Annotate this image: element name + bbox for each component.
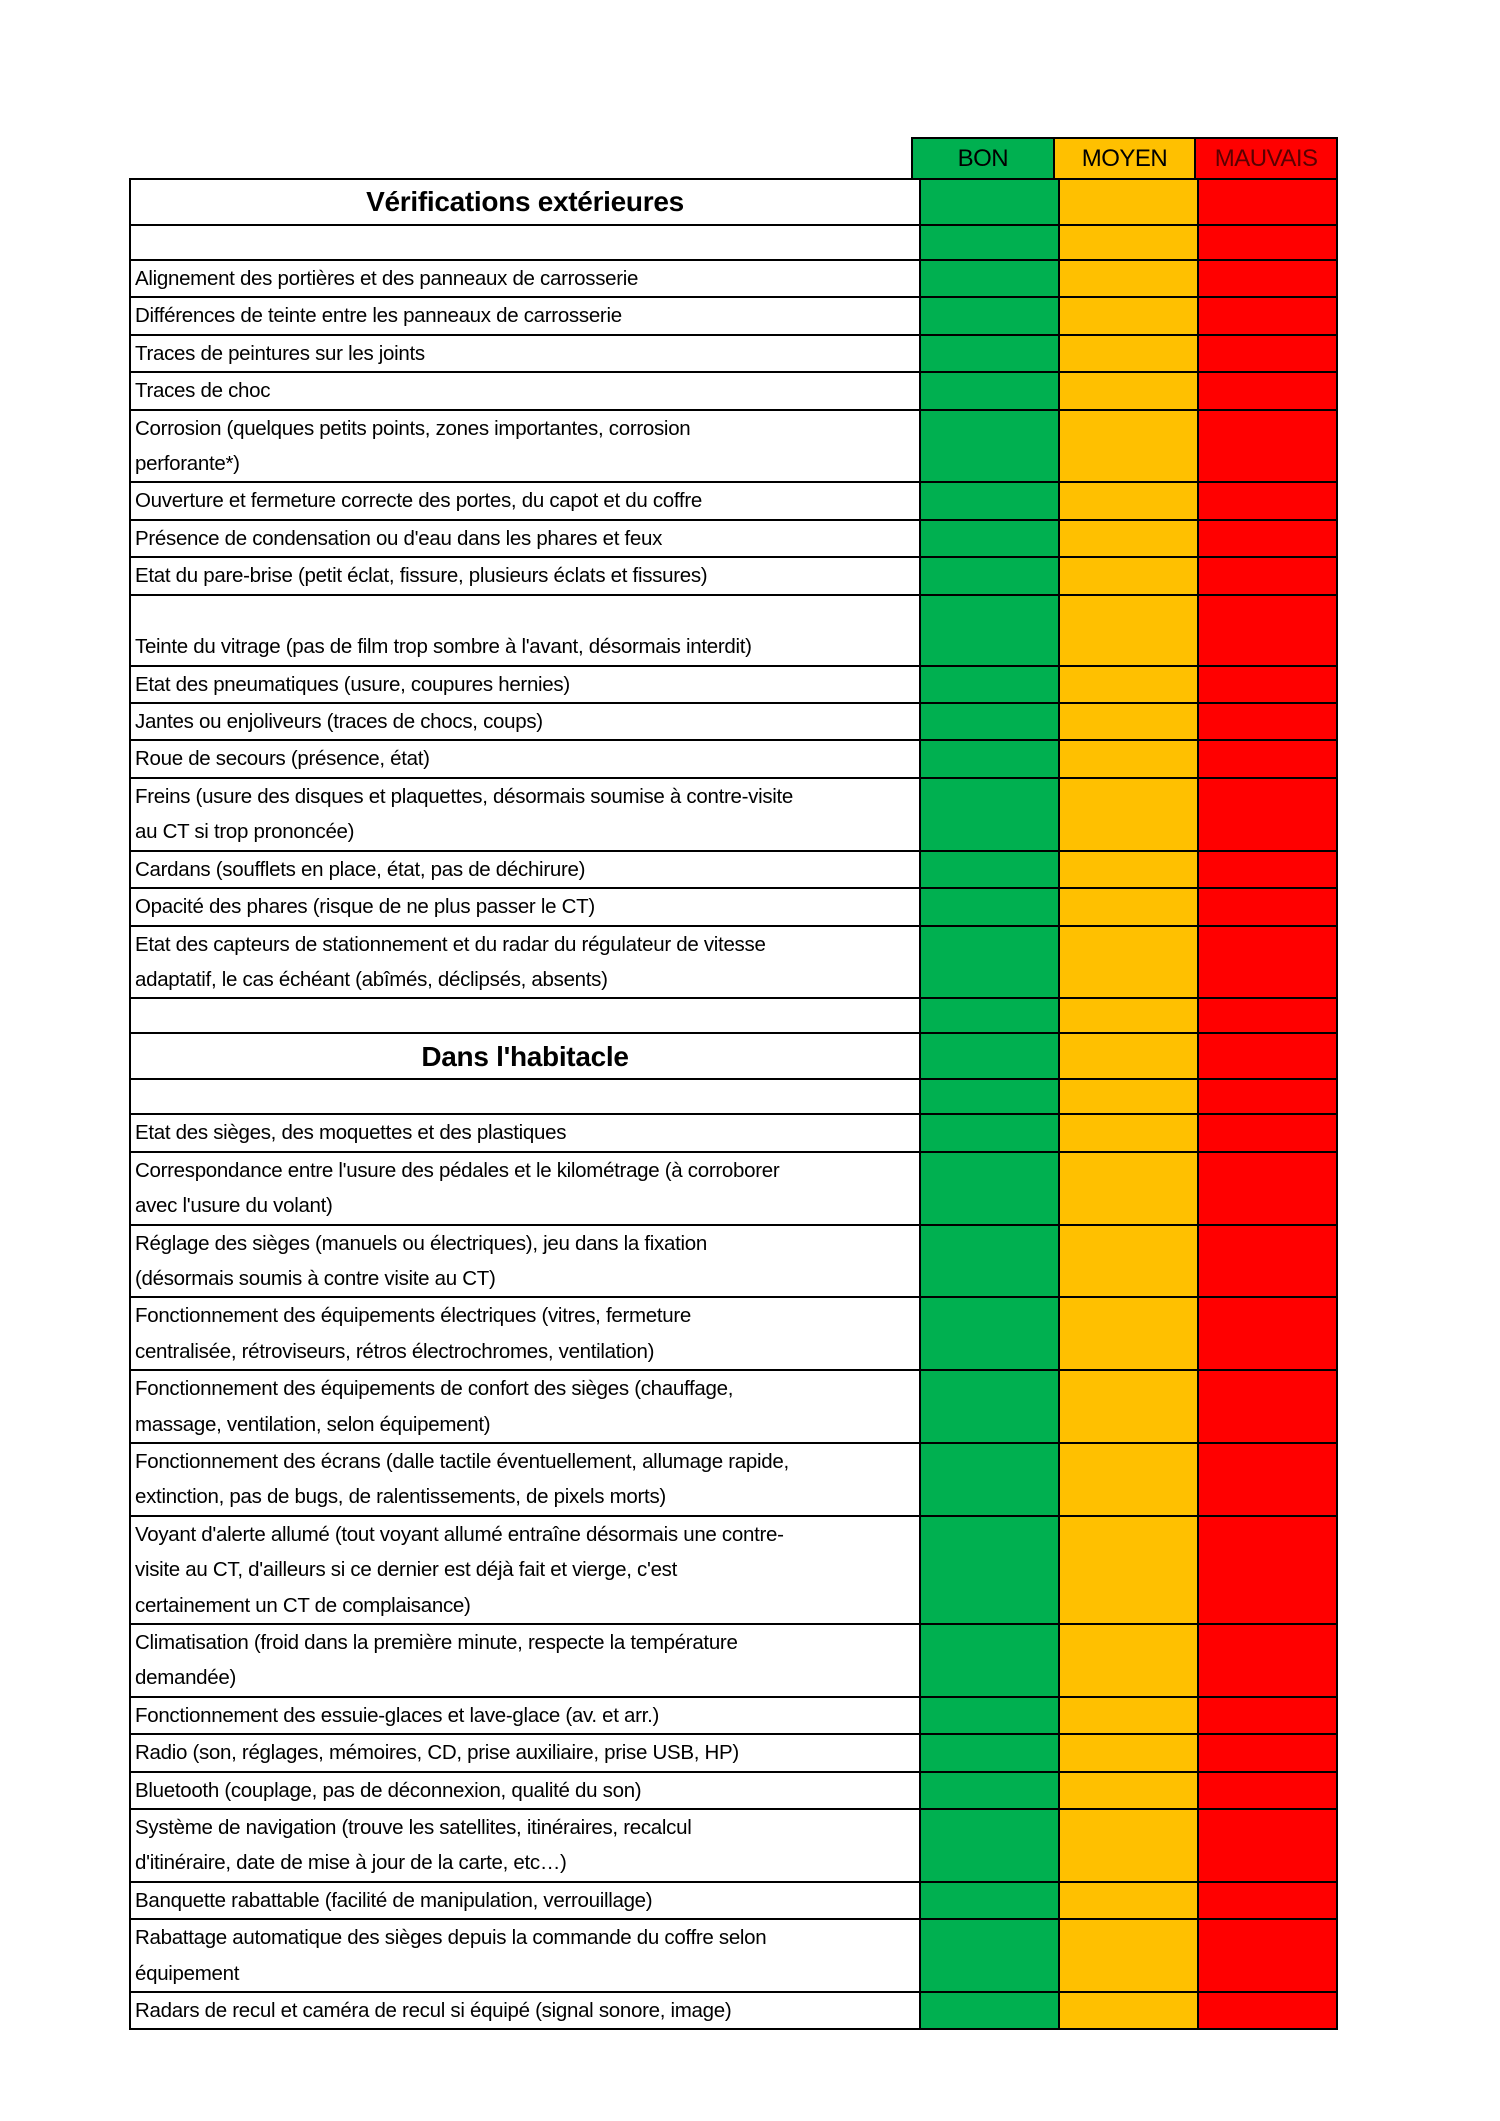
rating-cell-bon[interactable] xyxy=(920,1033,1059,1079)
checklist-row xyxy=(130,557,1337,594)
checklist-row xyxy=(130,1297,1337,1370)
item-label: Alignement des portières et des panneaux de carrosserie xyxy=(130,260,920,297)
rating-cell-mauvais[interactable] xyxy=(1198,851,1337,888)
rating-cell-bon[interactable] xyxy=(920,1772,1059,1809)
item-label: Fonctionnement des écrans (dalle tactile éventuellement, allumage rapide, extinction, pas de bugs, de ralentissements, de pixels morts) xyxy=(130,1443,920,1516)
item-label: Cardans (soufflets en place, état, pas de déchirure) xyxy=(130,851,920,888)
section-title: Vérifications extérieures xyxy=(130,179,920,225)
item-label: Fonctionnement des équipements électriques (vitres, fermeture centralisée, rétroviseurs, rétros électrochromes, ventilation) xyxy=(130,1297,920,1370)
item-label xyxy=(130,998,920,1033)
rating-cell-bon[interactable] xyxy=(920,482,1059,519)
rating-cell-moyen[interactable] xyxy=(1059,1152,1198,1225)
rating-cell-bon[interactable] xyxy=(920,1516,1059,1624)
rating-cell-moyen[interactable] xyxy=(1059,260,1198,297)
rating-cell-bon[interactable] xyxy=(920,260,1059,297)
rating-cell-mauvais[interactable] xyxy=(1198,1443,1337,1516)
rating-cell-moyen[interactable] xyxy=(1059,740,1198,777)
rating-cell-mauvais[interactable] xyxy=(1198,179,1337,225)
rating-cell-mauvais[interactable] xyxy=(1198,1225,1337,1298)
checklist-row xyxy=(130,1370,1337,1443)
rating-cell-bon[interactable] xyxy=(920,740,1059,777)
item-label: Opacité des phares (risque de ne plus passer le CT) xyxy=(130,888,920,925)
rating-cell-moyen[interactable] xyxy=(1059,1033,1198,1079)
item-label: Rabattage automatique des sièges depuis la commande du coffre selon équipement xyxy=(130,1919,920,1992)
rating-cell-mauvais[interactable] xyxy=(1198,1033,1337,1079)
rating-cell-moyen[interactable] xyxy=(1059,372,1198,409)
rating-cell-bon[interactable] xyxy=(920,926,1059,999)
rating-cell-bon[interactable] xyxy=(920,1882,1059,1919)
checklist-row xyxy=(130,703,1337,740)
item-label: Traces de peintures sur les joints xyxy=(130,335,920,372)
rating-cell-moyen[interactable] xyxy=(1059,557,1198,594)
item-label xyxy=(130,1079,920,1114)
rating-cell-bon[interactable] xyxy=(920,1370,1059,1443)
rating-cell-bon[interactable] xyxy=(920,1152,1059,1225)
item-label: Différences de teinte entre les panneaux de carrosserie xyxy=(130,297,920,334)
rating-cell-moyen[interactable] xyxy=(1059,888,1198,925)
rating-cell-mauvais[interactable] xyxy=(1198,1152,1337,1225)
rating-cell-bon[interactable] xyxy=(920,1225,1059,1298)
rating-cell-moyen[interactable] xyxy=(1059,225,1198,260)
item-label: Radio (son, réglages, mémoires, CD, prise auxiliaire, prise USB, HP) xyxy=(130,1734,920,1771)
item-label: Présence de condensation ou d'eau dans les phares et feux xyxy=(130,520,920,557)
rating-cell-mauvais[interactable] xyxy=(1198,740,1337,777)
rating-cell-moyen[interactable] xyxy=(1059,851,1198,888)
rating-cell-bon[interactable] xyxy=(920,1697,1059,1734)
rating-cell-bon[interactable] xyxy=(920,179,1059,225)
checklist-row xyxy=(130,1152,1337,1225)
rating-cell-moyen[interactable] xyxy=(1059,1225,1198,1298)
item-label: Etat des pneumatiques (usure, coupures hernies) xyxy=(130,666,920,703)
rating-cell-bon[interactable] xyxy=(920,520,1059,557)
item-label: Bluetooth (couplage, pas de déconnexion, qualité du son) xyxy=(130,1772,920,1809)
rating-cell-mauvais[interactable] xyxy=(1198,703,1337,740)
rating-cell-moyen[interactable] xyxy=(1059,703,1198,740)
item-label: Radars de recul et caméra de recul si équipé (signal sonore, image) xyxy=(130,1992,920,2029)
checklist-row xyxy=(130,1516,1337,1624)
rating-cell-mauvais[interactable] xyxy=(1198,998,1337,1033)
item-label: Fonctionnement des essuie-glaces et lave-glace (av. et arr.) xyxy=(130,1697,920,1734)
empty-row xyxy=(130,1079,1337,1114)
checklist-row xyxy=(130,1697,1337,1734)
checklist-row xyxy=(130,1734,1337,1771)
empty-row xyxy=(130,998,1337,1033)
item-label: Corrosion (quelques petits points, zones importantes, corrosion perforante*) xyxy=(130,410,920,483)
rating-cell-bon[interactable] xyxy=(920,998,1059,1033)
rating-cell-mauvais[interactable] xyxy=(1198,595,1337,666)
rating-cell-moyen[interactable] xyxy=(1059,335,1198,372)
item-label: Système de navigation (trouve les satellites, itinéraires, recalcul d'itinéraire, date de mise à jour de la carte, etc…) xyxy=(130,1809,920,1882)
rating-cell-mauvais[interactable] xyxy=(1198,1734,1337,1771)
rating-cell-mauvais[interactable] xyxy=(1198,1772,1337,1809)
rating-cell-moyen[interactable] xyxy=(1059,1114,1198,1151)
checklist-row xyxy=(130,851,1337,888)
rating-cell-moyen[interactable] xyxy=(1059,1882,1198,1919)
checklist-row xyxy=(130,335,1337,372)
item-label: Correspondance entre l'usure des pédales et le kilométrage (à corroborer avec l'usure du volant) xyxy=(130,1152,920,1225)
checklist-row xyxy=(130,1882,1337,1919)
checklist-row xyxy=(130,778,1337,851)
rating-cell-moyen[interactable] xyxy=(1059,520,1198,557)
rating-cell-mauvais[interactable] xyxy=(1198,297,1337,334)
rating-cell-bon[interactable] xyxy=(920,1624,1059,1697)
rating-header xyxy=(911,137,1338,178)
rating-cell-mauvais[interactable] xyxy=(1198,260,1337,297)
rating-cell-moyen[interactable] xyxy=(1059,1734,1198,1771)
rating-cell-mauvais[interactable] xyxy=(1198,1516,1337,1624)
checklist-row xyxy=(130,410,1337,483)
rating-cell-mauvais[interactable] xyxy=(1198,1697,1337,1734)
checklist-row xyxy=(130,666,1337,703)
rating-cell-mauvais[interactable] xyxy=(1198,1992,1337,2029)
checklist-row xyxy=(130,1225,1337,1298)
checklist-row xyxy=(130,1772,1337,1809)
checklist-row xyxy=(130,482,1337,519)
item-label: Etat des capteurs de stationnement et du radar du régulateur de vitesse adaptatif, le cas échéant (abîmés, déclipsés, absents) xyxy=(130,926,920,999)
item-label: Ouverture et fermeture correcte des portes, du capot et du coffre xyxy=(130,482,920,519)
checklist-row xyxy=(130,372,1337,409)
rating-cell-mauvais[interactable] xyxy=(1198,372,1337,409)
rating-cell-mauvais[interactable] xyxy=(1198,557,1337,594)
rating-cell-bon[interactable] xyxy=(920,1992,1059,2029)
rating-cell-bon[interactable] xyxy=(920,1919,1059,1992)
rating-cell-bon[interactable] xyxy=(920,851,1059,888)
rating-cell-moyen[interactable] xyxy=(1059,1697,1198,1734)
rating-cell-bon[interactable] xyxy=(920,1809,1059,1882)
rating-cell-mauvais[interactable] xyxy=(1198,1297,1337,1370)
item-label xyxy=(130,225,920,260)
rating-cell-moyen[interactable] xyxy=(1059,1919,1198,1992)
item-label: Roue de secours (présence, état) xyxy=(130,740,920,777)
rating-cell-mauvais[interactable] xyxy=(1198,1370,1337,1443)
item-label: Réglage des sièges (manuels ou électriques), jeu dans la fixation (désormais soumis à contre visite au CT) xyxy=(130,1225,920,1298)
item-label: Etat du pare-brise (petit éclat, fissure, plusieurs éclats et fissures) xyxy=(130,557,920,594)
rating-cell-bon[interactable] xyxy=(920,557,1059,594)
rating-cell-mauvais[interactable] xyxy=(1198,926,1337,999)
rating-cell-mauvais[interactable] xyxy=(1198,410,1337,483)
rating-cell-moyen[interactable] xyxy=(1059,1370,1198,1443)
rating-cell-moyen[interactable] xyxy=(1059,1297,1198,1370)
rating-cell-moyen[interactable] xyxy=(1059,926,1198,999)
checklist-table xyxy=(129,178,1338,2030)
rating-cell-bon[interactable] xyxy=(920,410,1059,483)
item-label: Freins (usure des disques et plaquettes, désormais soumise à contre-visite au CT si trop prononcée) xyxy=(130,778,920,851)
section-title-row xyxy=(130,179,1337,225)
rating-cell-mauvais[interactable] xyxy=(1198,1624,1337,1697)
header-mauvais: MAUVAIS xyxy=(1196,139,1336,178)
rating-cell-bon[interactable] xyxy=(920,335,1059,372)
checklist-row xyxy=(130,520,1337,557)
rating-cell-moyen[interactable] xyxy=(1059,1516,1198,1624)
rating-cell-mauvais[interactable] xyxy=(1198,888,1337,925)
rating-cell-bon[interactable] xyxy=(920,888,1059,925)
item-label: Climatisation (froid dans la première minute, respecte la température demandée) xyxy=(130,1624,920,1697)
checklist-row xyxy=(130,926,1337,999)
rating-cell-bon[interactable] xyxy=(920,225,1059,260)
rating-cell-mauvais[interactable] xyxy=(1198,1919,1337,1992)
header-moyen: MOYEN xyxy=(1055,139,1197,178)
item-label: Banquette rabattable (facilité de manipulation, verrouillage) xyxy=(130,1882,920,1919)
rating-cell-bon[interactable] xyxy=(920,703,1059,740)
rating-cell-moyen[interactable] xyxy=(1059,179,1198,225)
section-title: Dans l'habitacle xyxy=(130,1033,920,1079)
rating-cell-mauvais[interactable] xyxy=(1198,1079,1337,1114)
rating-cell-moyen[interactable] xyxy=(1059,410,1198,483)
rating-cell-bon[interactable] xyxy=(920,1734,1059,1771)
rating-cell-mauvais[interactable] xyxy=(1198,520,1337,557)
rating-cell-bon[interactable] xyxy=(920,372,1059,409)
rating-cell-bon[interactable] xyxy=(920,595,1059,666)
checklist-row xyxy=(130,1114,1337,1151)
checklist-row xyxy=(130,595,1337,666)
checklist-row xyxy=(130,260,1337,297)
rating-cell-mauvais[interactable] xyxy=(1198,482,1337,519)
rating-cell-moyen[interactable] xyxy=(1059,666,1198,703)
checklist-row xyxy=(130,1992,1337,2029)
rating-cell-moyen[interactable] xyxy=(1059,1443,1198,1516)
rating-cell-moyen[interactable] xyxy=(1059,998,1198,1033)
rating-cell-mauvais[interactable] xyxy=(1198,1809,1337,1882)
section-title-row xyxy=(130,1033,1337,1079)
rating-cell-moyen[interactable] xyxy=(1059,1772,1198,1809)
rating-cell-mauvais[interactable] xyxy=(1198,1114,1337,1151)
rating-cell-bon[interactable] xyxy=(920,1079,1059,1114)
rating-cell-moyen[interactable] xyxy=(1059,482,1198,519)
item-label: Etat des sièges, des moquettes et des plastiques xyxy=(130,1114,920,1151)
rating-cell-moyen[interactable] xyxy=(1059,1992,1198,2029)
checklist-sheet xyxy=(129,137,1338,2030)
item-label: Jantes ou enjoliveurs (traces de chocs, coups) xyxy=(130,703,920,740)
rating-cell-mauvais[interactable] xyxy=(1198,225,1337,260)
checklist-row xyxy=(130,297,1337,334)
rating-cell-moyen[interactable] xyxy=(1059,778,1198,851)
checklist-row xyxy=(130,740,1337,777)
header-bon: BON xyxy=(913,139,1055,178)
checklist-row xyxy=(130,1624,1337,1697)
rating-cell-moyen[interactable] xyxy=(1059,1624,1198,1697)
empty-row xyxy=(130,225,1337,260)
rating-cell-bon[interactable] xyxy=(920,1443,1059,1516)
item-label: Fonctionnement des équipements de confort des sièges (chauffage, massage, ventilation, selon équipement) xyxy=(130,1370,920,1443)
rating-cell-bon[interactable] xyxy=(920,1114,1059,1151)
rating-cell-mauvais[interactable] xyxy=(1198,1882,1337,1919)
item-label: Traces de choc xyxy=(130,372,920,409)
rating-cell-moyen[interactable] xyxy=(1059,1079,1198,1114)
checklist-row xyxy=(130,888,1337,925)
rating-cell-bon[interactable] xyxy=(920,297,1059,334)
checklist-row xyxy=(130,1919,1337,1992)
rating-cell-moyen[interactable] xyxy=(1059,297,1198,334)
checklist-row xyxy=(130,1443,1337,1516)
rating-cell-moyen[interactable] xyxy=(1059,595,1198,666)
rating-cell-mauvais[interactable] xyxy=(1198,778,1337,851)
rating-cell-mauvais[interactable] xyxy=(1198,666,1337,703)
rating-cell-bon[interactable] xyxy=(920,778,1059,851)
rating-cell-mauvais[interactable] xyxy=(1198,335,1337,372)
item-label: Teinte du vitrage (pas de film trop sombre à l'avant, désormais interdit) xyxy=(130,595,920,666)
rating-cell-bon[interactable] xyxy=(920,666,1059,703)
checklist-row xyxy=(130,1809,1337,1882)
item-label: Voyant d'alerte allumé (tout voyant allumé entraîne désormais une contre- visite au CT, d'ailleurs si ce dernier est déjà fait et vierge, c'est certainement un CT de complaisance) xyxy=(130,1516,920,1624)
rating-cell-moyen[interactable] xyxy=(1059,1809,1198,1882)
rating-cell-bon[interactable] xyxy=(920,1297,1059,1370)
